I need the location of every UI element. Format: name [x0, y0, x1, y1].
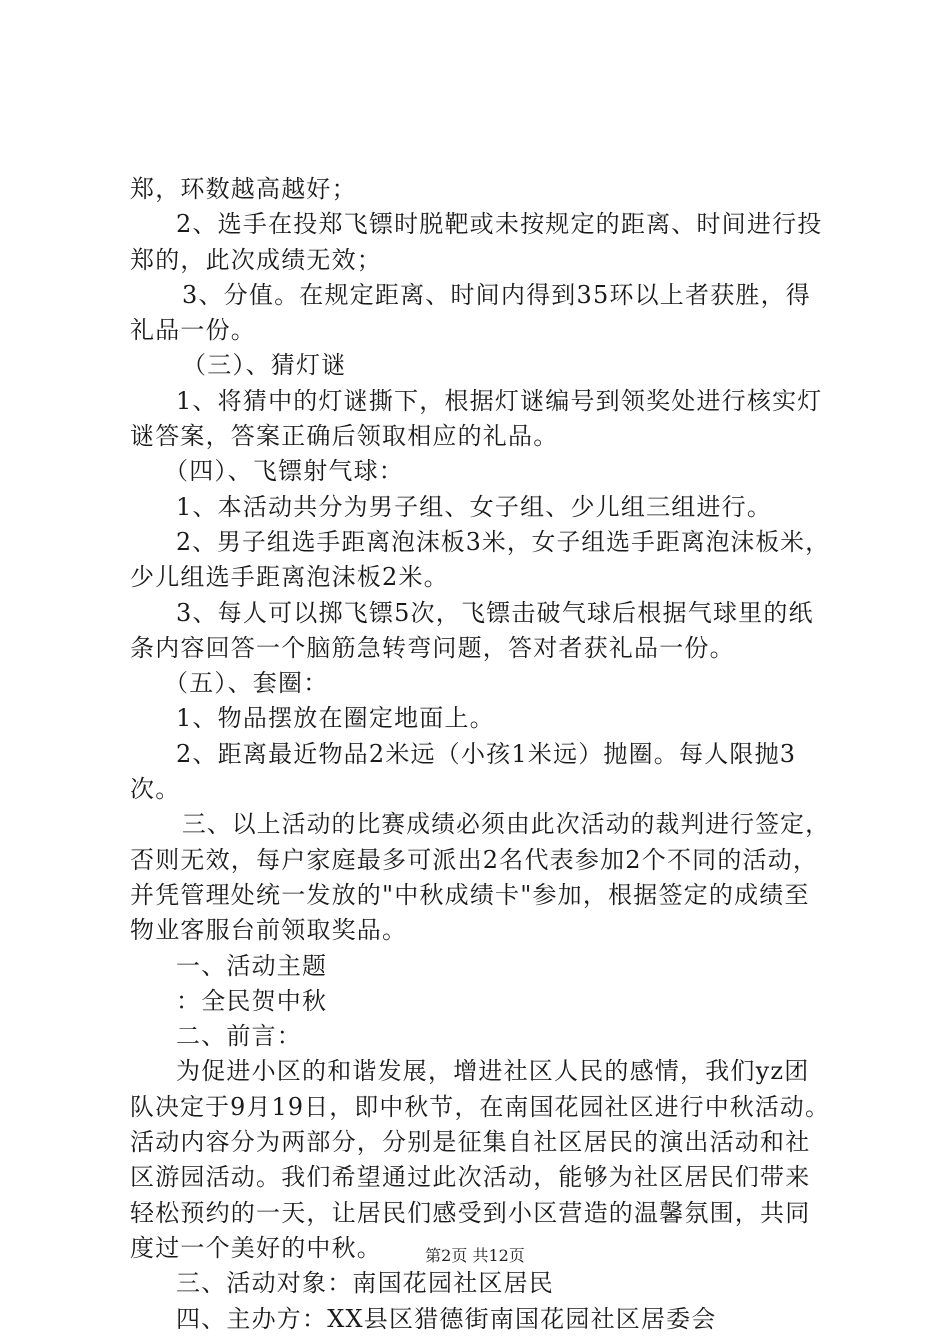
text-line: 轻松预约的一天，让居民们感受到小区营造的温馨氛围，共同	[130, 1198, 811, 1227]
text-line: ：全民贺中秋	[176, 986, 328, 1015]
text-line: 条内容回答一个脑筋急转弯问题，答对者获礼品一份。	[130, 633, 735, 662]
text-line: 1、本活动共分为男子组、女子组、少儿组三组进行。	[176, 492, 773, 521]
text-line: （四）、飞镖射气球：	[164, 457, 404, 486]
page-footer: 第2页 共12页	[425, 1246, 525, 1265]
text-line: 郑的，此次成绩无效；	[130, 245, 382, 274]
text-line: 少儿组选手距离泡沫板2米。	[130, 563, 449, 592]
text-line: 三、以上活动的比赛成绩必须由此次活动的裁判进行签定，	[182, 810, 830, 839]
text-line: 否则无效，每户家庭最多可派出2名代表参加2个不同的活动，	[130, 845, 819, 874]
text-line: （三）、猜灯谜	[182, 351, 347, 380]
text-line: 3、分值。在规定距离、时间内得到35环以上者获胜，得	[182, 280, 812, 309]
text-line: 1、将猜中的灯谜撕下，根据灯谜编号到领奖处进行核实灯	[176, 386, 823, 415]
text-line: 二、前言：	[176, 1022, 302, 1051]
text-line: 1、物品摆放在圈定地面上。	[176, 704, 495, 733]
text-line: 2、选手在投郑飞镖时脱靶或未按规定的距离、时间进行投	[176, 210, 823, 239]
text-line: 度过一个美好的中秋。	[130, 1233, 382, 1262]
text-line: 谜答案，答案正确后领取相应的礼品。	[130, 422, 559, 451]
text-line: 2、距离最近物品2米远（小孩1米远）抛圈。每人限抛3	[176, 739, 797, 768]
text-line: 物业客服台前领取奖品。	[130, 916, 408, 945]
text-line: 次。	[130, 775, 181, 804]
text-line: 四、主办方：XX县区猎德街南国花园社区居委会	[176, 1304, 717, 1333]
text-line: 3、每人可以掷飞镖5次，飞镖击破气球后根据气球里的纸	[176, 598, 814, 627]
text-line: 郑，环数越高越好；	[130, 175, 357, 203]
text-line: （五）、套圈：	[164, 669, 329, 698]
text-line: 2、男子组选手距离泡沫板3米，女子组选手距离泡沫板米，	[176, 527, 830, 556]
text-line: 为促进小区的和谐发展，增进社区人民的感情，我们yz团	[176, 1057, 810, 1086]
document-body	[130, 172, 830, 1337]
text-line: 三、活动对象：南国花园社区居民	[176, 1269, 554, 1298]
text-line: 并凭管理处统一发放的"中秋成绩卡"参加，根据签定的成绩至	[130, 880, 810, 909]
text-line: 一、活动主题	[176, 951, 328, 980]
text-line: 礼品一份。	[130, 316, 256, 345]
text-line: 活动内容分为两部分，分别是征集自社区居民的演出活动和社	[130, 1128, 811, 1157]
text-line: 队决定于9月19日，即中秋节，在南国花园社区进行中秋活动。	[130, 1092, 830, 1121]
text-line: 区游园活动。我们希望通过此次活动，能够为社区居民们带来	[130, 1163, 811, 1192]
